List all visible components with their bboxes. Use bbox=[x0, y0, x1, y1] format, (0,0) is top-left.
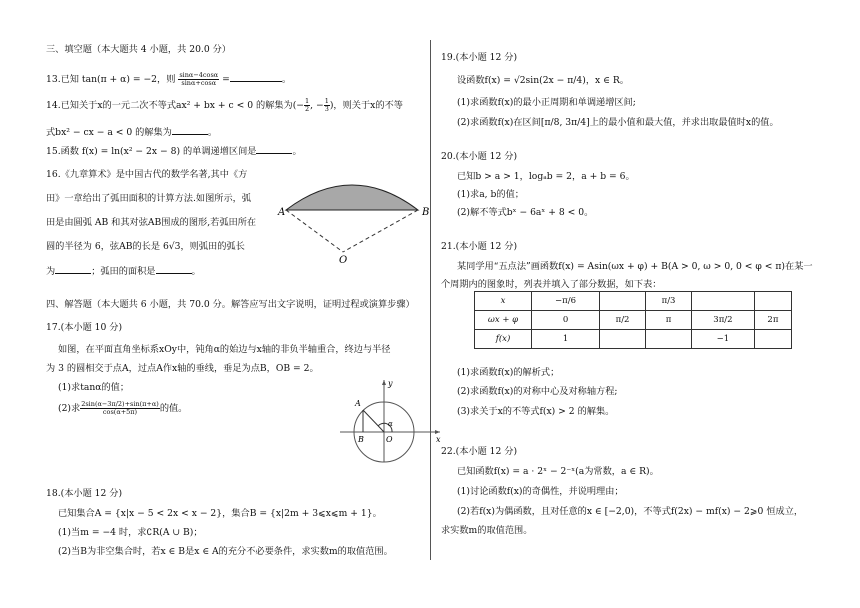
q14-line2 bbox=[46, 124, 217, 139]
radius-OB bbox=[343, 210, 418, 252]
q22-part1: (1)讨论函数f(x)的奇偶性，并说明理由； bbox=[457, 486, 624, 497]
q14-text: 14.已知关于x的一元二次不等式ax² + bx + c < 0 的解集为(− bbox=[46, 100, 305, 111]
fig16-label-A: A bbox=[278, 207, 286, 218]
q17-part1: (1)求tanα的值； bbox=[58, 382, 130, 393]
q13-num: sinα−4cosα bbox=[179, 71, 219, 79]
fig17-label-y: y bbox=[388, 379, 393, 388]
q16-line3: 田是由圆弧 AB 和其对弦AB围成的图形,若弧田所在 bbox=[46, 217, 257, 228]
q14-f1n: 1 bbox=[305, 97, 310, 105]
q16-blank2 bbox=[156, 263, 192, 274]
section4-title: 四、解答题（本大题共 6 小题，共 70.0 分。解答应写出文字说明，证明过程或演算步骤） bbox=[46, 299, 415, 310]
q20-line1: 已知b > a > 1，logₐb = 2，a + b = 6。 bbox=[457, 171, 635, 182]
x-axis-arrow bbox=[435, 430, 440, 434]
q19-part2: (2)求函数f(x)在区间[π/8, 3π/4]上的最小值和最大值，并求出取最值时x的值。 bbox=[457, 117, 779, 128]
q16-text5a: 为 bbox=[46, 266, 56, 277]
fig16-label-B: B bbox=[422, 207, 430, 218]
q17-line1: 如图，在平面直角坐标系xOy中，钝角α的始边与x轴的非负半轴重合，终边与半径 bbox=[58, 344, 391, 355]
q16-line4: 圆的半径为 6，弦AB的长是 6√3，则弧田的弧长 bbox=[46, 241, 245, 252]
y-axis-arrow bbox=[382, 380, 386, 385]
table-row bbox=[475, 311, 792, 330]
fig17-label-x: x bbox=[436, 435, 441, 444]
five-point-table-body bbox=[475, 292, 792, 349]
q13-blank bbox=[230, 71, 282, 82]
q15-text: 15.函数 f(x) = ln(x² − 2x − 8) 的单调递增区间是 bbox=[46, 146, 257, 157]
q15-end: 。 bbox=[292, 146, 302, 157]
fig17-label-B: B bbox=[358, 435, 364, 444]
terminal-side bbox=[363, 410, 384, 432]
q13 bbox=[46, 71, 291, 87]
q14-text3: 式bx² − cx − a < 0 的解集为 bbox=[46, 127, 172, 138]
q18-part1: (1)当m = −4 时，求∁R(A ∪ B)； bbox=[58, 527, 203, 538]
q16-blank1 bbox=[55, 263, 91, 274]
table-cell: −π/6 bbox=[532, 292, 600, 311]
q21-line1: 某同学用“五点法”画函数f(x) = Asin(ωx + φ) + B(A > 0, ω > 0, 0 < φ < π)在某一 bbox=[457, 261, 813, 272]
table-cell bbox=[646, 330, 692, 349]
q15 bbox=[46, 143, 302, 158]
table-cell: 2π bbox=[754, 311, 791, 330]
table-cell bbox=[754, 292, 791, 311]
q22-part2: (2)若f(x)为偶函数，且对任意的x ∈ [−2,0)，不等式f(2x) − mf(x) − 2⩾0 恒成立， bbox=[457, 506, 804, 517]
q17-part2 bbox=[58, 401, 187, 416]
column-divider bbox=[430, 40, 431, 560]
q22-part3: 求实数m的取值范围。 bbox=[441, 525, 533, 536]
q17-line2: 为 3 的圆相交于点A，过点A作x轴的垂线，垂足为点B，OB = 2。 bbox=[46, 363, 319, 374]
q14-f1d: 2 bbox=[305, 105, 310, 113]
table-cell: −1 bbox=[692, 330, 755, 349]
q21-part2: (2)求函数f(x)的对称中心及对称轴方程; bbox=[457, 386, 618, 397]
q14-end: 。 bbox=[207, 127, 218, 138]
q14-blank bbox=[172, 124, 208, 135]
q14-text2: )，则关于x的不等 bbox=[329, 100, 403, 111]
q17-p2-end: 的值。 bbox=[159, 403, 188, 414]
q17-head: 17.(本小题 10 分) bbox=[46, 322, 123, 333]
q17-p2-text: (2)求 bbox=[58, 403, 81, 414]
table-cell: π/2 bbox=[600, 311, 646, 330]
q21-line2: 个周期内的图象时，列表并填入了部分数据，如下表： bbox=[441, 279, 662, 290]
table-cell bbox=[600, 292, 646, 311]
q16-line2: 田》一章给出了弧田面积的计算方法.如图所示，弧 bbox=[46, 193, 252, 204]
q13-end: 。 bbox=[281, 74, 291, 85]
q13-den: sinα+cosα bbox=[181, 79, 217, 87]
q21-part1: (1)求函数f(x)的解析式； bbox=[457, 367, 560, 378]
table-cell: 0 bbox=[532, 311, 600, 330]
q16-line5 bbox=[46, 263, 201, 278]
table-cell bbox=[754, 330, 791, 349]
q19-head: 19.(本小题 12 分) bbox=[441, 52, 518, 63]
q14-mid: , − bbox=[310, 100, 324, 111]
coordinate-circle-figure bbox=[322, 376, 446, 460]
q17-num: 2sin(α−3π/2)+sin(π+α) bbox=[81, 400, 159, 408]
fig16-label-O: O bbox=[339, 255, 348, 266]
q20-part2: (2)解不等式bˣ − 6aˣ + 8 < 0。 bbox=[457, 207, 594, 218]
q21-head: 21.(本小题 12 分) bbox=[441, 241, 518, 252]
q18-line1: 已知集合A = {x|x − 5 < 2x < x − 2}，集合B = {x|2m + 3⩽x⩽m + 1}。 bbox=[58, 508, 382, 519]
q17-fraction bbox=[80, 401, 160, 416]
table-cell: 1 bbox=[532, 330, 600, 349]
q13-text: 13.已知 tan(π + α) = −2，则 bbox=[46, 74, 176, 85]
q13-fraction bbox=[178, 72, 219, 87]
q17-den: cos(α+5π) bbox=[102, 408, 138, 416]
table-cell: x bbox=[475, 292, 532, 311]
q16-end: 。 bbox=[191, 266, 201, 277]
q16-text5b: ；弧田的面积是 bbox=[91, 266, 156, 277]
table-cell: f(x) bbox=[475, 330, 532, 349]
q14-f2d: 3 bbox=[324, 105, 329, 113]
fig17-label-O: O bbox=[386, 435, 393, 444]
table-cell: ωx + φ bbox=[475, 311, 532, 330]
arc-segment-shape bbox=[286, 185, 418, 210]
q20-part1: (1)求a, b的值； bbox=[457, 189, 524, 200]
q20-head: 20.(本小题 12 分) bbox=[441, 151, 518, 162]
table-cell bbox=[600, 330, 646, 349]
q15-blank bbox=[256, 143, 292, 154]
five-point-table bbox=[474, 291, 792, 349]
fig17-label-A: A bbox=[355, 399, 361, 408]
q14-line1 bbox=[46, 98, 403, 113]
q16-line1: 16.《九章算术》是中国古代的数学名著,其中《方 bbox=[46, 169, 248, 180]
section3-title: 三、填空题（本大题共 4 小题，共 20.0 分） bbox=[46, 44, 231, 55]
table-row bbox=[475, 330, 792, 349]
table-row bbox=[475, 292, 792, 311]
table-cell: π bbox=[646, 311, 692, 330]
q13-eq: = bbox=[222, 74, 230, 85]
q19-part1: (1)求函数f(x)的最小正周期和单调递增区间; bbox=[457, 97, 636, 108]
q18-part2: (2)当B为非空集合时，若x ∈ B是x ∈ A的充分不必要条件，求实数m的取值范围。 bbox=[58, 546, 393, 557]
q14-f2n: 1 bbox=[324, 97, 329, 105]
fig17-label-alpha: α bbox=[388, 420, 393, 428]
table-cell: 3π/2 bbox=[692, 311, 755, 330]
q22-head: 22.(本小题 12 分) bbox=[441, 446, 518, 457]
radius-OA bbox=[286, 210, 343, 252]
arc-field-figure bbox=[278, 176, 428, 266]
table-cell bbox=[692, 292, 755, 311]
table-cell: π/3 bbox=[646, 292, 692, 311]
q21-part3: (3)求关于x的不等式f(x) > 2 的解集。 bbox=[457, 406, 615, 417]
q18-head: 18.(本小题 12 分) bbox=[46, 488, 123, 499]
q19-line1: 设函数f(x) = √2sin(2x − π/4)，x ∈ R。 bbox=[457, 75, 629, 86]
q22-line1: 已知函数f(x) = a · 2ˣ − 2⁻ˣ(a为常数，a ∈ R)。 bbox=[457, 466, 659, 477]
